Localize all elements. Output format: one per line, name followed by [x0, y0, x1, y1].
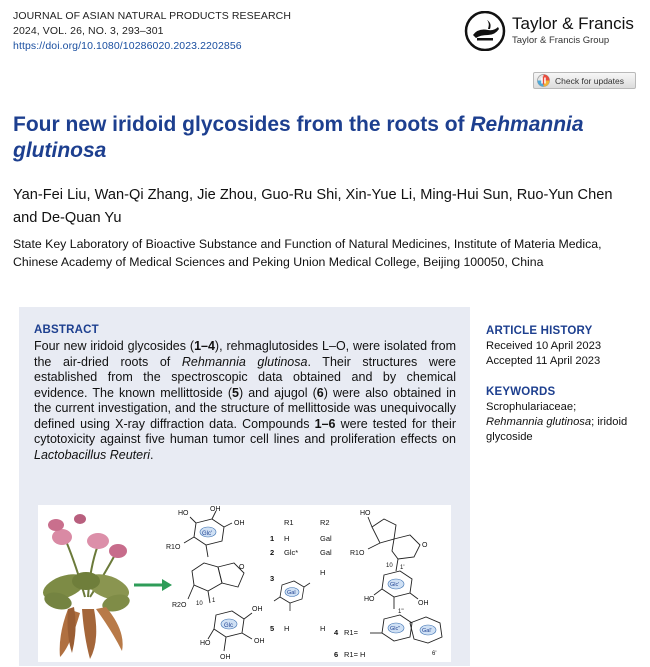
compound-ref: 1–6: [314, 416, 336, 431]
svg-text:H: H: [320, 568, 326, 577]
svg-text:1': 1': [400, 565, 405, 571]
svg-text:R2: R2: [320, 518, 330, 527]
svg-text:Gal': Gal': [422, 628, 432, 634]
journal-name: JOURNAL OF ASIAN NATURAL PRODUCTS RESEARCH: [13, 10, 292, 22]
svg-text:R1: R1: [284, 518, 294, 527]
publisher-logo[interactable]: [464, 11, 642, 51]
article-history-heading: ARTICLE HISTORY: [486, 325, 593, 337]
article-history: [486, 324, 641, 369]
svg-text:R2O: R2O: [172, 602, 187, 609]
svg-text:Glc*: Glc*: [284, 548, 299, 557]
svg-text:O: O: [239, 564, 245, 571]
doi-link[interactable]: https://doi.org/10.1080/10286020.2023.2202856: [13, 40, 242, 52]
check-updates-button[interactable]: [533, 72, 636, 89]
compound-ref: 5: [232, 385, 239, 400]
svg-text:5: 5: [270, 624, 275, 633]
keyword-1: Scrophulariaceae;: [486, 401, 577, 413]
svg-text:Gal: Gal: [320, 534, 332, 543]
svg-text:R1O: R1O: [350, 550, 365, 557]
svg-text:OH: OH: [210, 506, 221, 513]
keywords-heading: KEYWORDS: [486, 386, 556, 398]
svg-text:Glc': Glc': [390, 582, 400, 588]
svg-text:H: H: [320, 624, 326, 633]
svg-text:1'': 1'': [398, 609, 404, 615]
graphical-abstract: [38, 505, 451, 662]
svg-text:4: 4: [334, 628, 339, 637]
accepted-date: Accepted 11 April 2023: [486, 355, 601, 367]
title-species: Rehmannia glutinosa: [13, 113, 584, 162]
svg-text:H: H: [284, 534, 290, 543]
svg-text:6: 6: [334, 650, 339, 659]
svg-text:10: 10: [386, 563, 393, 569]
plant-illustration: [40, 511, 133, 659]
journal-info: [13, 9, 291, 54]
graphical-abstract-figure: [38, 505, 451, 662]
structure-4-6: [368, 517, 442, 643]
arrow-head-icon: [162, 579, 172, 591]
svg-text:OH: OH: [220, 654, 231, 661]
svg-text:R1=: R1=: [344, 628, 358, 637]
svg-text:OH: OH: [418, 600, 429, 607]
species-name: Rehmannia glutinosa: [181, 354, 308, 369]
substituent-table: [270, 518, 332, 633]
svg-text:Gal: Gal: [287, 590, 296, 596]
abstract-text: Four new iridoid glycosides (1–4), rehmaglutosides L–O, were isolated from the air-dried roots of Rehmannia glutinosa. Their structures were established from the spectroscopic data obtained and by chemical evidence. The known mellittoside (5) and ajugol (6) were also obtained in the current investigation, and the structure of mellittoside was unequivocally defined using X-ray diffraction data. Compounds 1–6 were tested for their cytotoxicity against five human tumor cell lines and proliferation effects on Lactobacillus Reuteri.: [34, 339, 456, 462]
svg-text:HO: HO: [178, 510, 189, 517]
glc-label: Glc': [202, 531, 213, 537]
svg-text:OH: OH: [234, 520, 245, 527]
article-title: [13, 112, 633, 164]
svg-text:HO: HO: [200, 640, 211, 647]
svg-text:OH: OH: [254, 638, 265, 645]
svg-text:10: 10: [196, 601, 203, 607]
svg-text:1: 1: [212, 598, 216, 604]
svg-text:R1= H: R1= H: [344, 650, 366, 659]
check-updates-label: Check for updates: [555, 75, 624, 86]
publisher-name: Taylor & Francis: [512, 14, 634, 33]
publisher-group: Taylor & Francis Group: [512, 35, 610, 46]
received-date: Received 10 April 2023: [486, 340, 602, 352]
svg-text:2: 2: [270, 548, 275, 557]
svg-text:O: O: [422, 542, 428, 549]
abstract-heading: ABSTRACT: [34, 324, 99, 336]
compound-ref: 6: [316, 385, 324, 400]
svg-text:Glc'': Glc'': [390, 626, 401, 632]
glc-label: Glc: [224, 623, 233, 629]
lamp-icon: [464, 11, 506, 51]
svg-text:R1O: R1O: [166, 544, 181, 551]
structure-1-2: [184, 511, 252, 651]
svg-text:HO: HO: [360, 510, 371, 517]
svg-text:1: 1: [270, 534, 275, 543]
affiliation: State Key Laboratory of Bioactive Substance and Function of Natural Medicines, Institute of Materia Medica, Chinese Academy of Medical Sciences and Peking Union Medical College, Beijing 100050, China: [13, 237, 602, 269]
title-main: Four new iridoid glycosides from the roots of: [13, 113, 471, 136]
svg-text:6': 6': [432, 651, 437, 657]
keywords: [486, 385, 641, 445]
crossmark-icon: [537, 74, 550, 87]
bacterium-name: Lactobacillus Reuteri: [34, 447, 151, 462]
journal-citation: 2024, VOL. 26, NO. 3, 293–301: [13, 25, 164, 37]
compound-ref: 1–4: [194, 339, 215, 353]
svg-text:Gal: Gal: [320, 548, 332, 557]
keyword-2: Rehmannia glutinosa; iridoid glycoside: [486, 416, 628, 443]
svg-text:HO: HO: [364, 596, 375, 603]
authors: Yan-Fei Liu, Wan-Qi Zhang, Jie Zhou, Guo-Ru Shi, Xin-Yue Li, Ming-Hui Sun, Ruo-Yun Chen and De-Quan Yu: [13, 187, 613, 226]
svg-text:OH: OH: [252, 606, 263, 613]
svg-text:H: H: [284, 624, 290, 633]
svg-text:3: 3: [270, 574, 275, 583]
